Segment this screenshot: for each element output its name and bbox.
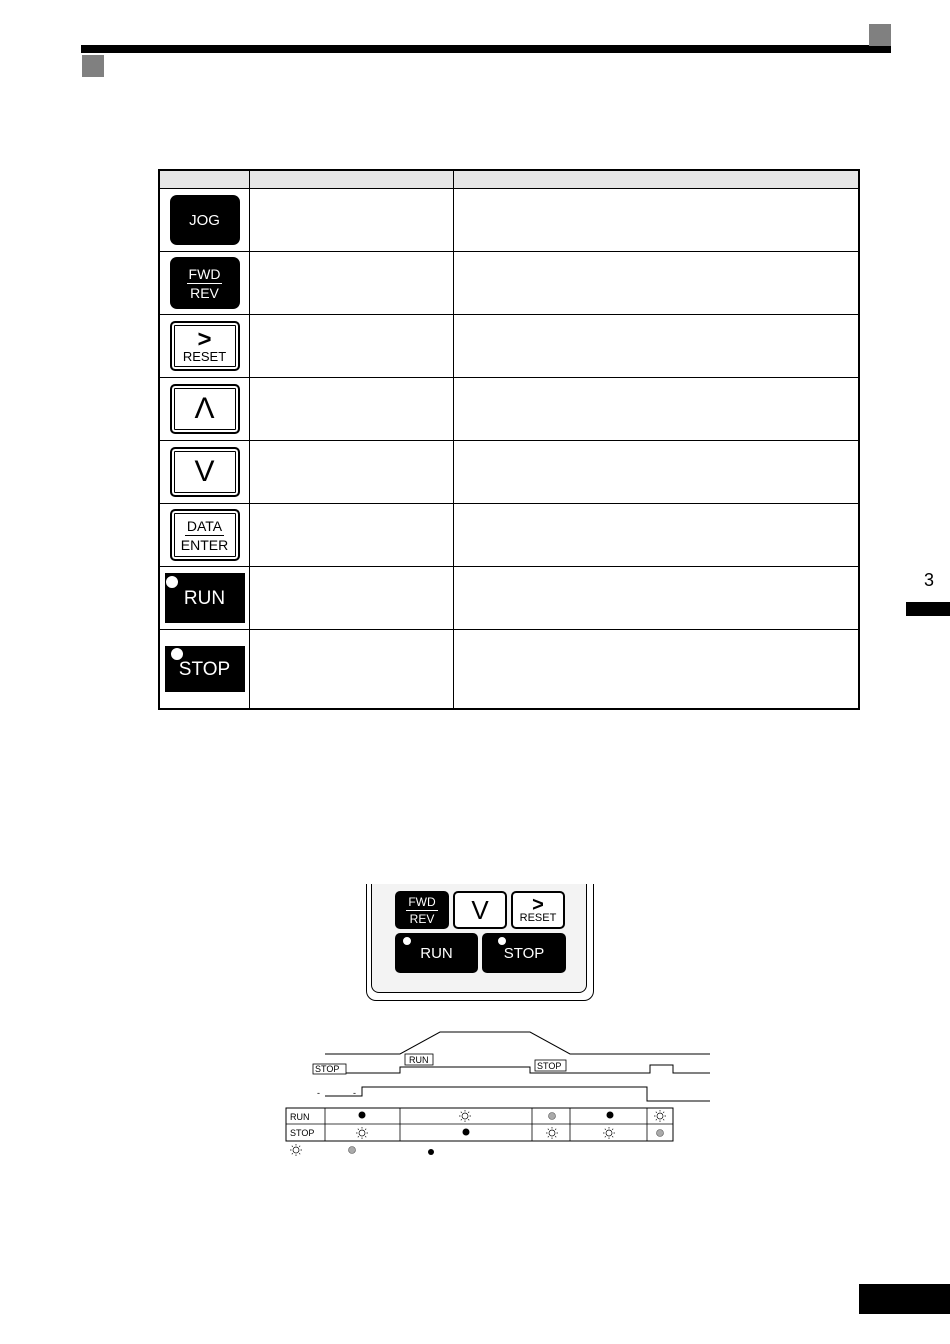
led-dim-icon [657,1130,664,1137]
led-row-stop-label: STOP [290,1128,315,1138]
panel-fwd-rev-key[interactable] [395,891,449,929]
table-row [159,315,859,378]
right-arrow-icon: > [197,325,212,353]
led-dim-icon [549,1113,556,1120]
operator-panel [366,884,594,1002]
table-row [159,441,859,504]
table-row [159,378,859,441]
key-function-cell [454,567,860,630]
panel-stop-label: STOP [503,944,545,962]
stop-key-label: STOP [178,658,231,680]
up-key[interactable] [170,384,240,434]
key-name-cell [250,504,454,567]
reset-key[interactable] [170,321,240,371]
table-header-name [250,170,454,189]
table-header-key [159,170,250,189]
led-on-icon [607,1112,614,1119]
legend-dim-icon [349,1147,356,1154]
key-name-cell [250,252,454,315]
led-blink-icon [356,1127,368,1139]
page-number-tab [859,1284,950,1314]
panel-down-key[interactable] [453,891,507,929]
key-function-cell [454,630,860,710]
key-cell [159,630,250,710]
table-header-function [454,170,860,189]
table-row [159,504,859,567]
key-cell [159,378,250,441]
panel-fwd-rev-top: FWD [408,894,436,909]
key-function-cell [454,504,860,567]
led-status-table [286,1108,673,1141]
table-row [159,189,859,252]
dash-mark-2: - [353,1088,356,1098]
header-marker-right [869,24,891,46]
key-cell [159,567,250,630]
legend-on-icon [428,1149,434,1155]
right-arrow-icon: > [532,893,544,916]
stop-led-icon [497,936,507,946]
down-arrow-icon: V [194,455,215,488]
stop-box-1-label: STOP [315,1064,340,1074]
chapter-tab [906,602,950,616]
fwd-rev-key[interactable] [170,257,240,309]
led-on-icon [359,1112,366,1119]
key-name-cell [250,441,454,504]
chapter-number: 3 [923,570,934,590]
stop-box-2 [535,1060,566,1071]
data-enter-key-bottom: ENTER [180,536,229,553]
stop-box-2-label: STOP [537,1061,562,1071]
dash-mark-1: - [317,1088,320,1098]
key-name-cell [250,378,454,441]
key-cell [159,504,250,567]
reset-key-label: RESET [182,348,227,364]
key-name-cell [250,567,454,630]
down-key[interactable] [170,447,240,497]
led-on-icon [463,1129,470,1136]
key-cell [159,189,250,252]
jog-key[interactable] [170,195,240,245]
run-key-label: RUN [183,587,226,609]
led-blink-icon [603,1127,615,1139]
key-function-cell [454,315,860,378]
fwd-rev-key-top: FWD [188,265,221,282]
panel-reset-key[interactable] [511,891,565,929]
key-cell [159,441,250,504]
jog-key-label: JOG [189,211,220,229]
header-rule [81,45,891,53]
run-box [405,1054,433,1065]
key-function-cell [454,378,860,441]
panel-reset-label: RESET [519,911,557,924]
down-arrow-icon: V [471,895,489,925]
stop-box-1 [313,1064,346,1074]
stop-led-icon [170,647,184,661]
run-box-label: RUN [409,1055,429,1065]
key-name-cell [250,189,454,252]
key-name-cell [250,315,454,378]
led-blink-icon [654,1110,666,1122]
fwd-rev-key-bottom: REV [190,284,219,301]
run-command-waveform [325,1065,710,1073]
stop-key[interactable] [165,646,245,692]
data-enter-key-top: DATA [186,517,223,534]
output-frequency-waveform [325,1032,710,1054]
table-row [159,630,859,710]
panel-run-key[interactable] [395,933,478,973]
key-cell [159,252,250,315]
table-header-row [159,170,859,189]
led-blink-icon [459,1110,471,1122]
panel-stop-key[interactable] [482,933,566,973]
run-stop-timing-chart [280,1025,720,1160]
key-function-cell [454,252,860,315]
key-function-cell [454,441,860,504]
legend-blink-icon [290,1144,302,1156]
stop-command-waveform [325,1087,710,1101]
panel-run-label: RUN [420,944,453,962]
key-function-cell [454,189,860,252]
up-arrow-icon: Λ [194,392,215,425]
key-function-table [158,169,860,710]
header-marker-left [82,55,104,77]
table-row [159,567,859,630]
run-led-icon [402,936,412,946]
run-key[interactable] [165,573,245,623]
panel-fwd-rev-bottom: REV [409,911,435,926]
run-led-icon [165,575,179,589]
led-blink-icon [546,1127,558,1139]
led-row-run-label: RUN [290,1112,310,1122]
key-cell [159,315,250,378]
data-enter-key[interactable] [170,509,240,561]
table-row [159,252,859,315]
key-name-cell [250,630,454,710]
